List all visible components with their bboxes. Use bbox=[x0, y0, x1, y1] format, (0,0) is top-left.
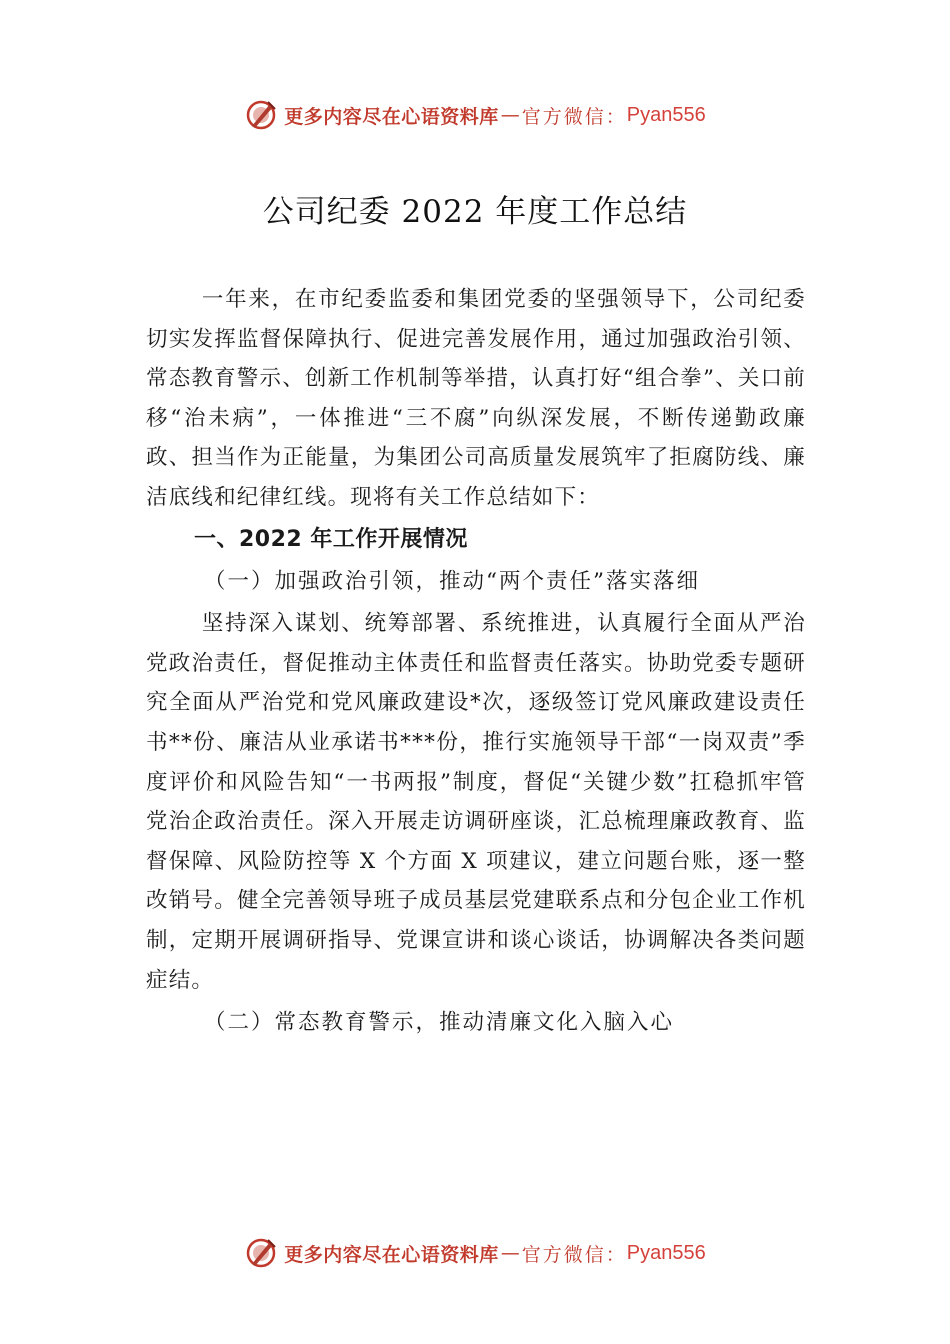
watermark-header bbox=[0, 95, 950, 135]
watermark-footer bbox=[0, 1233, 950, 1273]
subsection-heading-2: （二）常态教育警示，推动清廉文化入脑入心 bbox=[204, 1010, 675, 1036]
quill-seal-icon bbox=[244, 98, 278, 132]
watermark-wechat-id: Pyan556 bbox=[626, 1241, 706, 1264]
document-body bbox=[146, 280, 806, 1045]
watermark-wechat-id: Pyan556 bbox=[626, 103, 706, 126]
subsection-body-1: 坚持深入谋划、统筹部署、系统推进，认真履行全面从严治党政治责任，督促推动主体责任和监督责任落实。协助党委专题研究全面从严治党和党风廉政建设*次，逐级签订党风廉政建设责任书**份、廉洁从业承诺书***份，推行实施领导干部“一岗双责”季度评价和风险告知“一书两报”制度，督促“关键少数”扛稳抓牢管党治企政治责任。深入开展走访调研座谈，汇总梳理廉政教育、监督保障、风险防控等 X 个方面 X 项建议，建立问题台账，逐一整改销号。健全完善领导班子成员基层党建联系点和分包企业工作机制，定期开展调研指导、党课宣讲和谈心谈话，协调解决各类问题症结。 bbox=[146, 611, 806, 993]
watermark-label: 官方微信： bbox=[521, 105, 627, 128]
intro-paragraph: 一年来，在市纪委监委和集团党委的坚强领导下，公司纪委切实发挥监督保障执行、促进完善发展作用，通过加强政治引领、常态教育警示、创新工作机制等举措，认真打好“组合拳”、关口前移“治未病”，一体推进“三不腐”向纵深发展，不断传递勤政廉政、担当作为正能量，为集团公司高质量发展筑牢了拒腐防线、廉洁底线和纪律红线。现将有关工作总结如下： bbox=[146, 287, 806, 510]
section-heading-1: 一、2022 年工作开展情况 bbox=[194, 526, 468, 552]
watermark-label: 官方微信： bbox=[521, 1243, 627, 1266]
watermark-dash: — bbox=[500, 1242, 520, 1264]
quill-seal-icon bbox=[244, 1236, 278, 1270]
watermark-brand: 更多内容尽在心语资料库 bbox=[284, 1243, 499, 1266]
document-title: 公司纪委 2022 年度工作总结 bbox=[262, 194, 688, 230]
watermark-brand: 更多内容尽在心语资料库 bbox=[284, 105, 499, 128]
subsection-heading-1: （一）加强政治引领，推动“两个责任”落实落细 bbox=[204, 569, 700, 595]
watermark-dash: — bbox=[500, 104, 520, 126]
